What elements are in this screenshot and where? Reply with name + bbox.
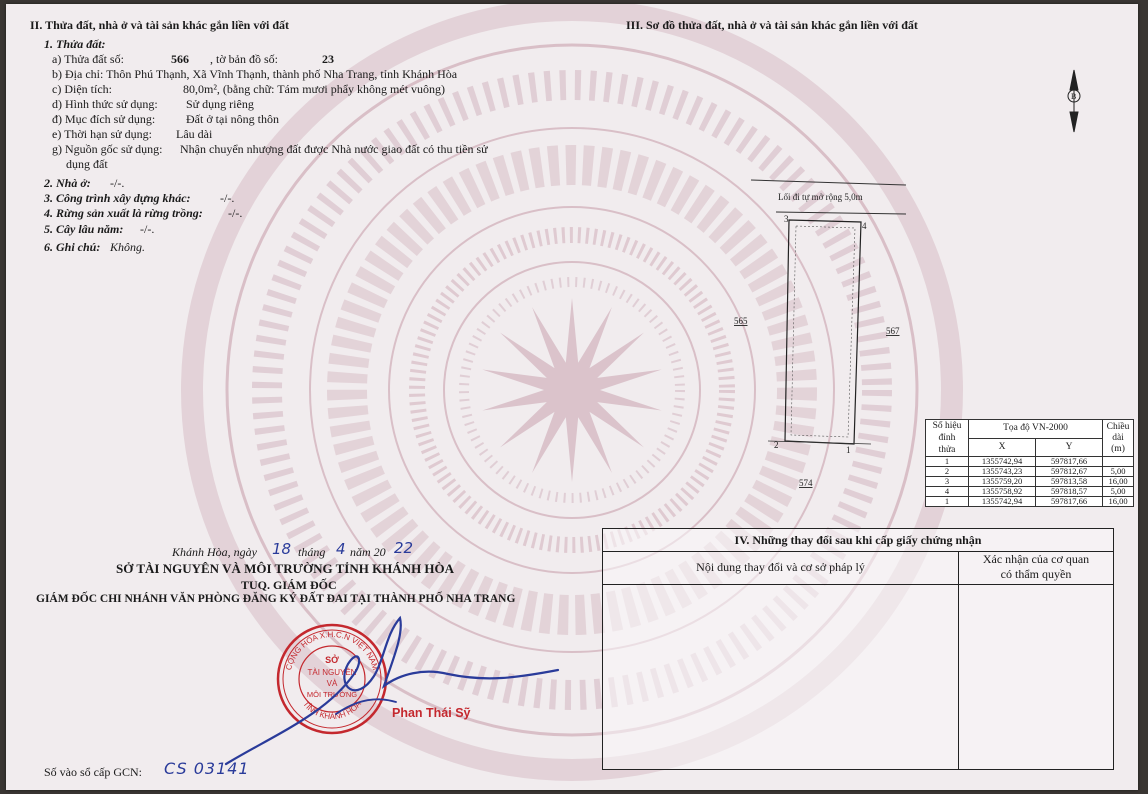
compass-letter: B (1071, 92, 1077, 101)
area-label: c) Diện tích: (52, 82, 112, 96)
origin-label: g) Nguồn gốc sử dụng: (52, 142, 163, 156)
signing-day: 18 (272, 540, 292, 558)
table-row: 1 1355742,94 597817,66 16,00 (926, 497, 1134, 507)
certificate-page (6, 4, 1138, 790)
svg-text:SỞ: SỞ (325, 655, 339, 665)
seal-ring-bottom: TỈNH KHÁNH HÒA (301, 699, 363, 722)
column-content-header: Nội dung thay đổi và cơ sở pháp lý (603, 552, 959, 585)
section4-heading: IV. Những thay đổi sau khi cấp giấy chứng nhận (603, 529, 1113, 552)
trees-label: 5. Cây lâu năm: (44, 222, 124, 236)
parcel-bottom-line (768, 441, 871, 444)
north-arrow-icon (1068, 70, 1080, 132)
road-edge-line (776, 212, 906, 214)
use-purpose-label: đ) Mục đích sử dụng: (52, 112, 156, 126)
map-label: , tờ bản đồ số: (210, 52, 279, 66)
table-row: 1 1355742,94 597817,66 (926, 457, 1134, 467)
use-form-label: d) Hình thức sử dụng: (52, 97, 158, 111)
seal-ring-top: CỘNG HÒA X.H.C.N VIỆT NAM (284, 629, 381, 672)
vertex-label-4: 4 (862, 221, 867, 231)
column-divider (958, 584, 959, 769)
house-value: -/-. (110, 176, 125, 190)
use-purpose-value: Đất ở tại nông thôn (186, 112, 279, 126)
svg-text:VÀ: VÀ (326, 679, 338, 688)
land-heading: 1. Thửa đất: (44, 37, 106, 51)
handwritten-signature (186, 604, 566, 774)
road-edge-line (751, 180, 906, 185)
parcel-number: 566 (171, 52, 189, 66)
signing-year: 22 (394, 539, 414, 557)
registry-number: CS 03141 (164, 759, 250, 778)
origin-value-cont: dụng đất (66, 157, 108, 171)
note-label: 6. Ghi chú: (44, 240, 101, 254)
on-behalf: TUQ. GIÁM ĐỐC (241, 578, 337, 592)
map-number: 23 (322, 52, 334, 66)
svg-text:TÀI NGUYÊN: TÀI NGUYÊN (307, 668, 357, 677)
department-name: SỞ TÀI NGUYÊN VÀ MÔI TRƯỜNG TỈNH KHÁNH HÒA (116, 561, 455, 576)
forest-label: 4. Rừng sản xuất là rừng trồng: (44, 206, 203, 220)
vertex-label-3: 3 (784, 214, 789, 224)
table-row: 2 1355743,23 597812,67 5,00 (926, 467, 1134, 477)
table-row: 4 1355758,92 597818,57 5,00 (926, 487, 1134, 497)
construction-label: 3. Công trình xây dựng khác: (44, 191, 191, 205)
note-value: Không. (110, 240, 146, 254)
parcel-inner-line (791, 226, 855, 437)
road-label: Lối đi tự mở rộng 5,0m (778, 192, 863, 202)
header-y: Y (1036, 438, 1103, 457)
vertex-label-2: 2 (774, 440, 779, 450)
signing-month: 4 (336, 540, 346, 558)
column-confirm-header: Xác nhận của cơ quan có thẩm quyền (959, 552, 1113, 585)
header-point: Số hiệu đỉnh thửa (926, 420, 969, 457)
header-coord: Tọa độ VN-2000 (969, 420, 1103, 439)
changes-table (602, 528, 1114, 770)
neighbor-parcel-567: 567 (886, 326, 900, 336)
vertex-label-1: 1 (846, 445, 851, 455)
section3-heading: III. Sơ đồ thửa đất, nhà ở và tài sản khác gắn liền với đất (626, 18, 918, 32)
signing-place: Khánh Hòa, ngày (172, 545, 257, 559)
area-value: 80,0m², (bằng chữ: Tám mươi phẩy không mét vuông) (183, 82, 446, 96)
section2-heading: II. Thửa đất, nhà ở và tài sản khác gắn liền với đất (30, 18, 290, 32)
parcel-label: a) Thửa đất số: (52, 52, 124, 66)
use-term-value: Lâu dài (176, 127, 213, 141)
neighbor-parcel-565: 565 (734, 316, 748, 326)
month-label: tháng (298, 545, 326, 559)
construction-value: -/-. (220, 191, 235, 205)
house-label: 2. Nhà ở: (44, 176, 91, 190)
use-form-value: Sử dụng riêng (186, 97, 254, 111)
signer-name: Phan Thái Sỹ (392, 706, 471, 720)
forest-value: -/-. (228, 206, 243, 220)
parcel-boundary (785, 220, 861, 444)
header-x: X (969, 438, 1036, 457)
coordinate-table (925, 419, 1134, 507)
origin-value: Nhận chuyển nhượng đất được Nhà nước giao đất có thu tiền sử (180, 142, 488, 156)
trees-value: -/-. (140, 222, 155, 236)
registry-label: Số vào sổ cấp GCN: (44, 765, 142, 779)
neighbor-parcel-574: 574 (799, 478, 813, 488)
director-title: GIÁM ĐỐC CHI NHÁNH VĂN PHÒNG ĐĂNG KÝ ĐẤT ĐAI TẠI THÀNH PHỐ NHA TRANG (36, 593, 516, 605)
header-length: Chiều dài (m) (1103, 420, 1134, 457)
year-label: năm 20 (350, 545, 386, 559)
address: b) Địa chỉ: Thôn Phú Thạnh, Xã Vĩnh Thạnh, thành phố Nha Trang, tỉnh Khánh Hòa (52, 67, 458, 81)
table-row: 3 1355759,20 597813,58 16,00 (926, 477, 1134, 487)
svg-text:MÔI TRƯỜNG: MÔI TRƯỜNG (306, 690, 358, 699)
use-term-label: e) Thời hạn sử dụng: (52, 127, 152, 141)
